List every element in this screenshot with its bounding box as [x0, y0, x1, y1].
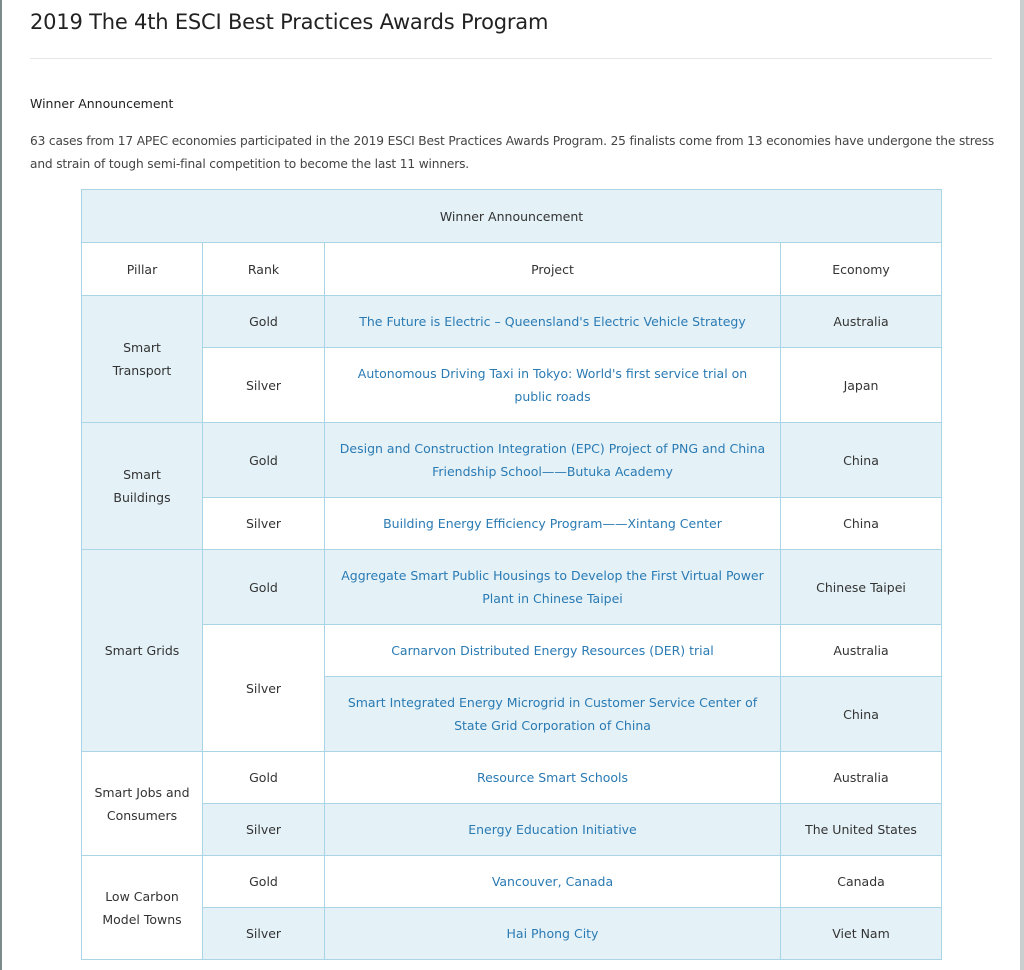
rank-cell: Gold	[203, 752, 325, 804]
rank-cell: Gold	[203, 550, 325, 625]
pillar-cell: Smart Jobs and Consumers	[82, 752, 203, 856]
economy-cell: Chinese Taipei	[781, 550, 942, 625]
economy-cell: Viet Nam	[781, 908, 942, 960]
project-link[interactable]: The Future is Electric – Queensland's Electric Vehicle Strategy	[359, 314, 746, 329]
economy-cell: Australia	[781, 625, 942, 677]
table-row	[82, 804, 942, 856]
economy-cell: Australia	[781, 752, 942, 804]
rank-cell: Gold	[203, 423, 325, 498]
table-row	[82, 296, 942, 348]
table-caption: Winner Announcement	[82, 190, 942, 243]
table-row	[82, 348, 942, 423]
table-row	[82, 908, 942, 960]
project-link[interactable]: Autonomous Driving Taxi in Tokyo: World's first service trial on public roads	[357, 366, 748, 404]
economy-cell: Australia	[781, 296, 942, 348]
economy-cell: China	[781, 498, 942, 550]
project-link[interactable]: Carnarvon Distributed Energy Resources (DER) trial	[391, 643, 714, 658]
pillar-cell: Low Carbon Model Towns	[82, 856, 203, 960]
rank-cell: Gold	[203, 296, 325, 348]
table-row	[82, 625, 942, 677]
economy-cell: The United States	[781, 804, 942, 856]
project-link[interactable]: Hai Phong City	[506, 926, 599, 941]
pillar-cell: Smart Buildings	[82, 423, 203, 550]
scrollbar-track[interactable]	[1020, 0, 1024, 970]
economy-cell: China	[781, 677, 942, 752]
table-row	[82, 423, 942, 498]
table-row	[82, 752, 942, 804]
rank-cell: Silver	[203, 348, 325, 423]
column-header-rank: Rank	[203, 243, 325, 296]
rank-cell: Silver	[203, 625, 325, 752]
window-left-border	[0, 0, 2, 970]
intro-paragraph: 63 cases from 17 APEC economies participated in the 2019 ESCI Best Practices Awards Program. 25 finalists come from 13 economies have undergone the stress and strain of tough semi-final competition to become the last 11 winners.	[30, 134, 995, 171]
project-link[interactable]: Design and Construction Integration (EPC) Project of PNG and China Friendship School——Butuka Academy	[339, 441, 766, 479]
project-link[interactable]: Aggregate Smart Public Housings to Develop the First Virtual Power Plant in Chinese Taipei	[341, 568, 764, 606]
project-link[interactable]: Building Energy Efficiency Program——Xintang Center	[383, 516, 722, 531]
pillar-cell: Smart Transport	[82, 296, 203, 423]
table-row	[82, 550, 942, 625]
project-link[interactable]: Vancouver, Canada	[491, 874, 614, 889]
project-link[interactable]: Energy Education Initiative	[468, 822, 637, 837]
winners-table	[81, 189, 942, 960]
section-heading: Winner Announcement	[30, 96, 174, 111]
project-link[interactable]: Resource Smart Schools	[476, 770, 629, 785]
rank-cell: Silver	[203, 498, 325, 550]
economy-cell: Canada	[781, 856, 942, 908]
project-link[interactable]: Smart Integrated Energy Microgrid in Customer Service Center of State Grid Corporation of China	[347, 695, 758, 733]
rank-cell: Gold	[203, 856, 325, 908]
column-header-economy: Economy	[781, 243, 942, 296]
table-row	[82, 856, 942, 908]
page-title: 2019 The 4th ESCI Best Practices Awards Program	[30, 10, 549, 34]
economy-cell: Japan	[781, 348, 942, 423]
economy-cell: China	[781, 423, 942, 498]
rank-cell: Silver	[203, 908, 325, 960]
column-header-pillar: Pillar	[82, 243, 203, 296]
rank-cell: Silver	[203, 804, 325, 856]
pillar-cell: Smart Grids	[82, 550, 203, 752]
table-row	[82, 498, 942, 550]
title-divider	[30, 58, 992, 59]
column-header-project: Project	[325, 243, 781, 296]
